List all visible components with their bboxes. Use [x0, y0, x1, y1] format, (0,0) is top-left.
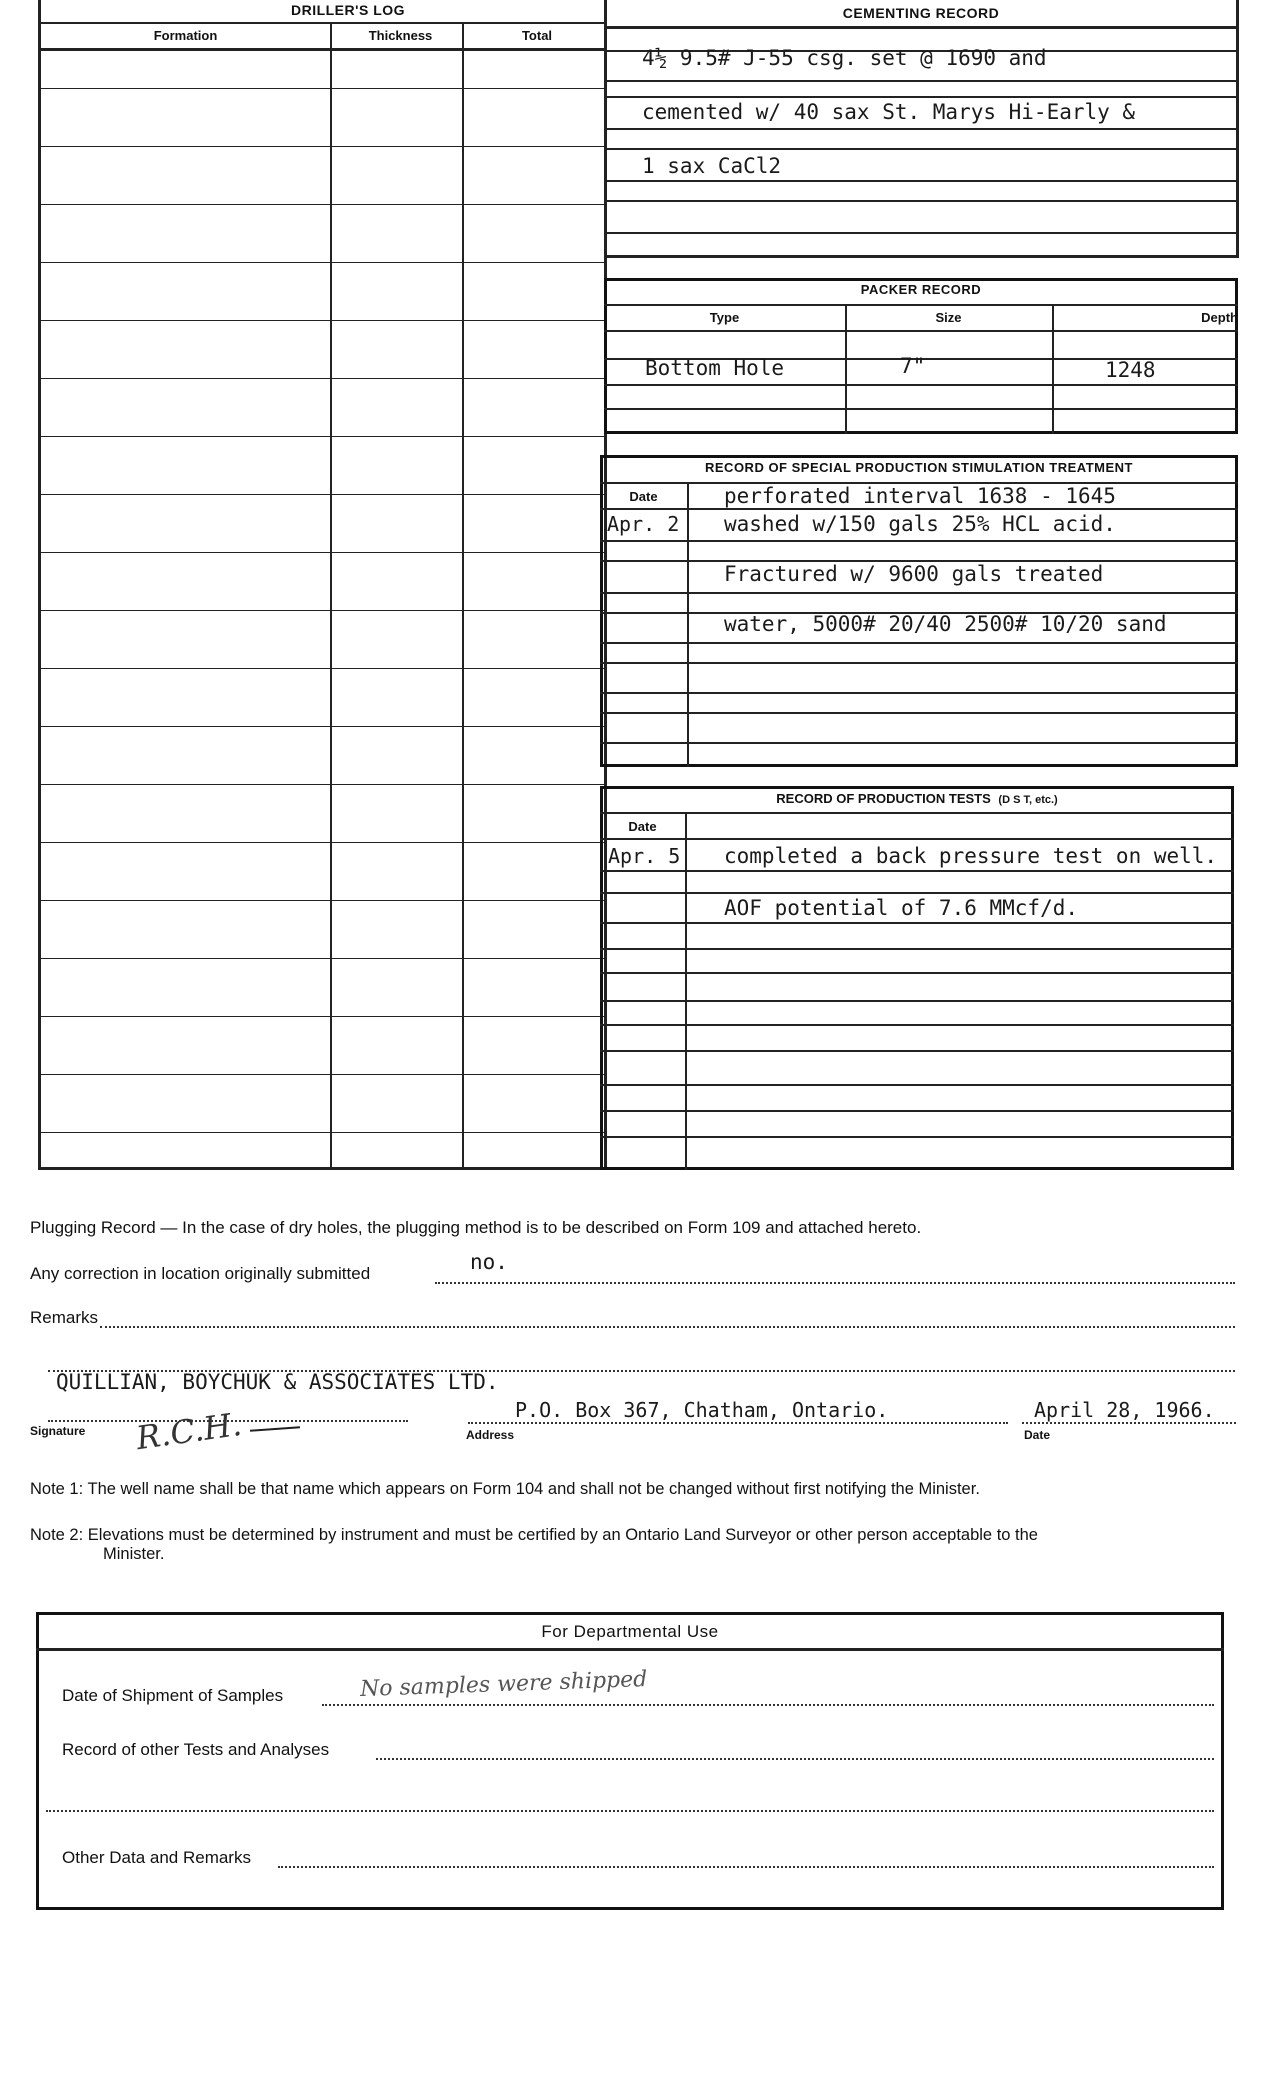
- shipment-line: [322, 1704, 1214, 1706]
- production-rule: [600, 1024, 1234, 1026]
- drillers-log-bottom-line: [38, 1167, 606, 1170]
- col-total-header: Total: [521, 28, 553, 43]
- drillers-log-row-rule: [38, 668, 606, 669]
- production-rule: [600, 1000, 1234, 1002]
- cementing-line-2: cemented w/ 40 sax St. Marys Hi-Early &: [642, 100, 1136, 124]
- departmental-title: For Departmental Use: [541, 1622, 719, 1641]
- note-2-line-2: Minister.: [103, 1545, 165, 1563]
- cementing-rule: [604, 148, 1238, 150]
- tests-line: [376, 1758, 1214, 1760]
- cementing-rule: [604, 200, 1238, 202]
- date-label: Date: [1024, 1428, 1051, 1442]
- stimulation-rule: [600, 692, 1238, 694]
- signature-flourish: [250, 1426, 300, 1431]
- col-formation-header: Formation: [153, 28, 218, 43]
- stimulation-rule: [600, 712, 1238, 714]
- packer-colheader-line: [604, 330, 1238, 332]
- production-rule: [600, 972, 1234, 974]
- correction-value: no.: [470, 1250, 508, 1274]
- cementing-header-line: [604, 26, 1238, 29]
- tests-line-2: [46, 1810, 1214, 1812]
- address-line: [468, 1422, 1008, 1424]
- packer-rule: [604, 408, 1238, 410]
- production-rule: [600, 1110, 1234, 1112]
- drillers-log-row-rule: [38, 900, 606, 901]
- stimulation-title: RECORD OF SPECIAL PRODUCTION STIMULATION TREATMENT: [705, 460, 1133, 475]
- drillers-log-row-rule: [38, 610, 606, 611]
- cementing-rule: [604, 232, 1238, 234]
- drillers-log-row-rule: [38, 262, 606, 263]
- drillers-log-row-rule: [38, 88, 606, 89]
- production-rule: [600, 892, 1234, 894]
- cementing-rule: [604, 96, 1238, 98]
- plugging-record-text: Plugging Record — In the case of dry holes, the plugging method is to be described on Form 109 and attached hereto.: [30, 1218, 922, 1237]
- cementing-rule: [604, 80, 1238, 82]
- remarks-label: Remarks: [30, 1308, 99, 1327]
- other-data-label: Other Data and Remarks: [62, 1848, 251, 1867]
- production-rule: [600, 870, 1234, 872]
- stimulation-rule: [600, 662, 1238, 664]
- packer-title: PACKER RECORD: [860, 282, 982, 297]
- note-2-line-1: Note 2: Elevations must be determined by instrument and must be certified by an Ontario Land Surveyor or other person acceptable to the: [30, 1526, 1038, 1544]
- drillers-log-row-rule: [38, 1132, 606, 1133]
- shipment-value: No samples were shipped: [359, 1666, 648, 1703]
- production-rule: [600, 1084, 1234, 1086]
- production-rule: [600, 1136, 1234, 1138]
- drillers-log-left-border: [38, 0, 41, 1170]
- drillers-log-col-divider-1: [330, 22, 332, 1168]
- address-value: P.O. Box 367, Chatham, Ontario.: [515, 1398, 889, 1422]
- cementing-line-1: 4½ 9.5# J-55 csg. set @ 1690 and: [642, 46, 1047, 70]
- production-rule: [600, 838, 1234, 840]
- signature-label: Signature: [30, 1424, 86, 1438]
- packer-header-line: [604, 304, 1238, 306]
- drillers-log-row-rule: [38, 320, 606, 321]
- production-rule: [600, 1050, 1234, 1052]
- date-line: [1022, 1422, 1236, 1424]
- production-line-1: completed a back pressure test on well.: [724, 844, 1218, 868]
- signature-mark: R.C.H.: [133, 1404, 244, 1458]
- packer-col-type: Type: [709, 310, 740, 325]
- production-tests-title-row: [600, 791, 1234, 806]
- correction-label: Any correction in location originally submitted: [30, 1264, 371, 1283]
- drillers-log-header-line: [38, 48, 606, 51]
- stimulation-date-divider: [687, 482, 689, 767]
- stimulation-line-1: perforated interval 1638 - 1645: [724, 484, 1116, 508]
- date-value: April 28, 1966.: [1034, 1398, 1215, 1422]
- cementing-line-3: 1 sax CaCl2: [642, 154, 782, 178]
- drillers-log-row-rule: [38, 1074, 606, 1075]
- address-label: Address: [466, 1428, 515, 1442]
- stimulation-date-value: Apr. 2: [607, 512, 680, 536]
- col-thickness-header: Thickness: [368, 28, 433, 43]
- drillers-log-row-rule: [38, 436, 606, 437]
- drillers-log-top-line: [38, 22, 606, 24]
- packer-col-depth: Depth: [1201, 310, 1238, 325]
- cementing-title: CEMENTING RECORD: [842, 5, 1000, 21]
- stimulation-line-3: Fractured w/ 9600 gals treated: [724, 562, 1104, 586]
- production-col-date: Date: [628, 819, 657, 834]
- drillers-log-row-rule: [38, 726, 606, 727]
- stimulation-col-date: Date: [629, 489, 658, 504]
- drillers-log-row-rule: [38, 204, 606, 205]
- drillers-log-row-rule: [38, 146, 606, 147]
- stimulation-rule: [600, 592, 1238, 594]
- drillers-log-row-rule: [38, 378, 606, 379]
- drillers-log-row-rule: [38, 552, 606, 553]
- drillers-log-title: DRILLER'S LOG: [290, 2, 406, 18]
- drillers-log: [38, 0, 606, 1170]
- packer-size-value: 7": [900, 354, 926, 378]
- other-data-line: [278, 1866, 1214, 1868]
- packer-col-size: Size: [935, 310, 962, 325]
- production-line-2: AOF potential of 7.6 MMcf/d.: [724, 896, 1079, 920]
- correction-line: [435, 1282, 1235, 1284]
- packer-depth-value: 1248: [1105, 358, 1156, 382]
- stimulation-rule: [600, 540, 1238, 542]
- production-tests-title: RECORD OF PRODUCTION TESTS: [776, 791, 991, 806]
- note-1: Note 1: The well name shall be that name which appears on Form 104 and shall not be changed without first notifying the Minister.: [30, 1480, 980, 1498]
- drillers-log-row-rule: [38, 784, 606, 785]
- packer-type-value: Bottom Hole: [645, 356, 785, 380]
- production-date-divider: [685, 812, 687, 1170]
- company-name: QUILLIAN, BOYCHUK & ASSOCIATES LTD.: [56, 1370, 499, 1394]
- drillers-log-row-rule: [38, 958, 606, 959]
- production-rule: [600, 922, 1234, 924]
- drillers-log-row-rule: [38, 494, 606, 495]
- drillers-log-row-rule: [38, 842, 606, 843]
- tests-label: Record of other Tests and Analyses: [62, 1740, 330, 1759]
- stimulation-rule: [600, 508, 1238, 510]
- packer-rule: [604, 384, 1238, 386]
- stimulation-line-2: washed w/150 gals 25% HCL acid.: [724, 512, 1116, 536]
- production-header-line: [600, 812, 1234, 814]
- cementing-rule: [604, 180, 1238, 182]
- production-date-value: Apr. 5: [608, 844, 681, 868]
- cementing-rule: [604, 128, 1238, 130]
- stimulation-rule: [600, 742, 1238, 744]
- drillers-log-col-divider-2: [462, 22, 464, 1168]
- shipment-label: Date of Shipment of Samples: [62, 1686, 284, 1705]
- departmental-header-line: [36, 1648, 1224, 1651]
- stimulation-rule: [600, 642, 1238, 644]
- stimulation-line-4: water, 5000# 20/40 2500# 10/20 sand: [724, 612, 1167, 636]
- remarks-line: [100, 1326, 1235, 1328]
- production-tests-title-note: (D S T, etc.): [998, 794, 1058, 806]
- production-rule: [600, 948, 1234, 950]
- drillers-log-row-rule: [38, 1016, 606, 1017]
- cementing-bottom-line: [604, 255, 1238, 258]
